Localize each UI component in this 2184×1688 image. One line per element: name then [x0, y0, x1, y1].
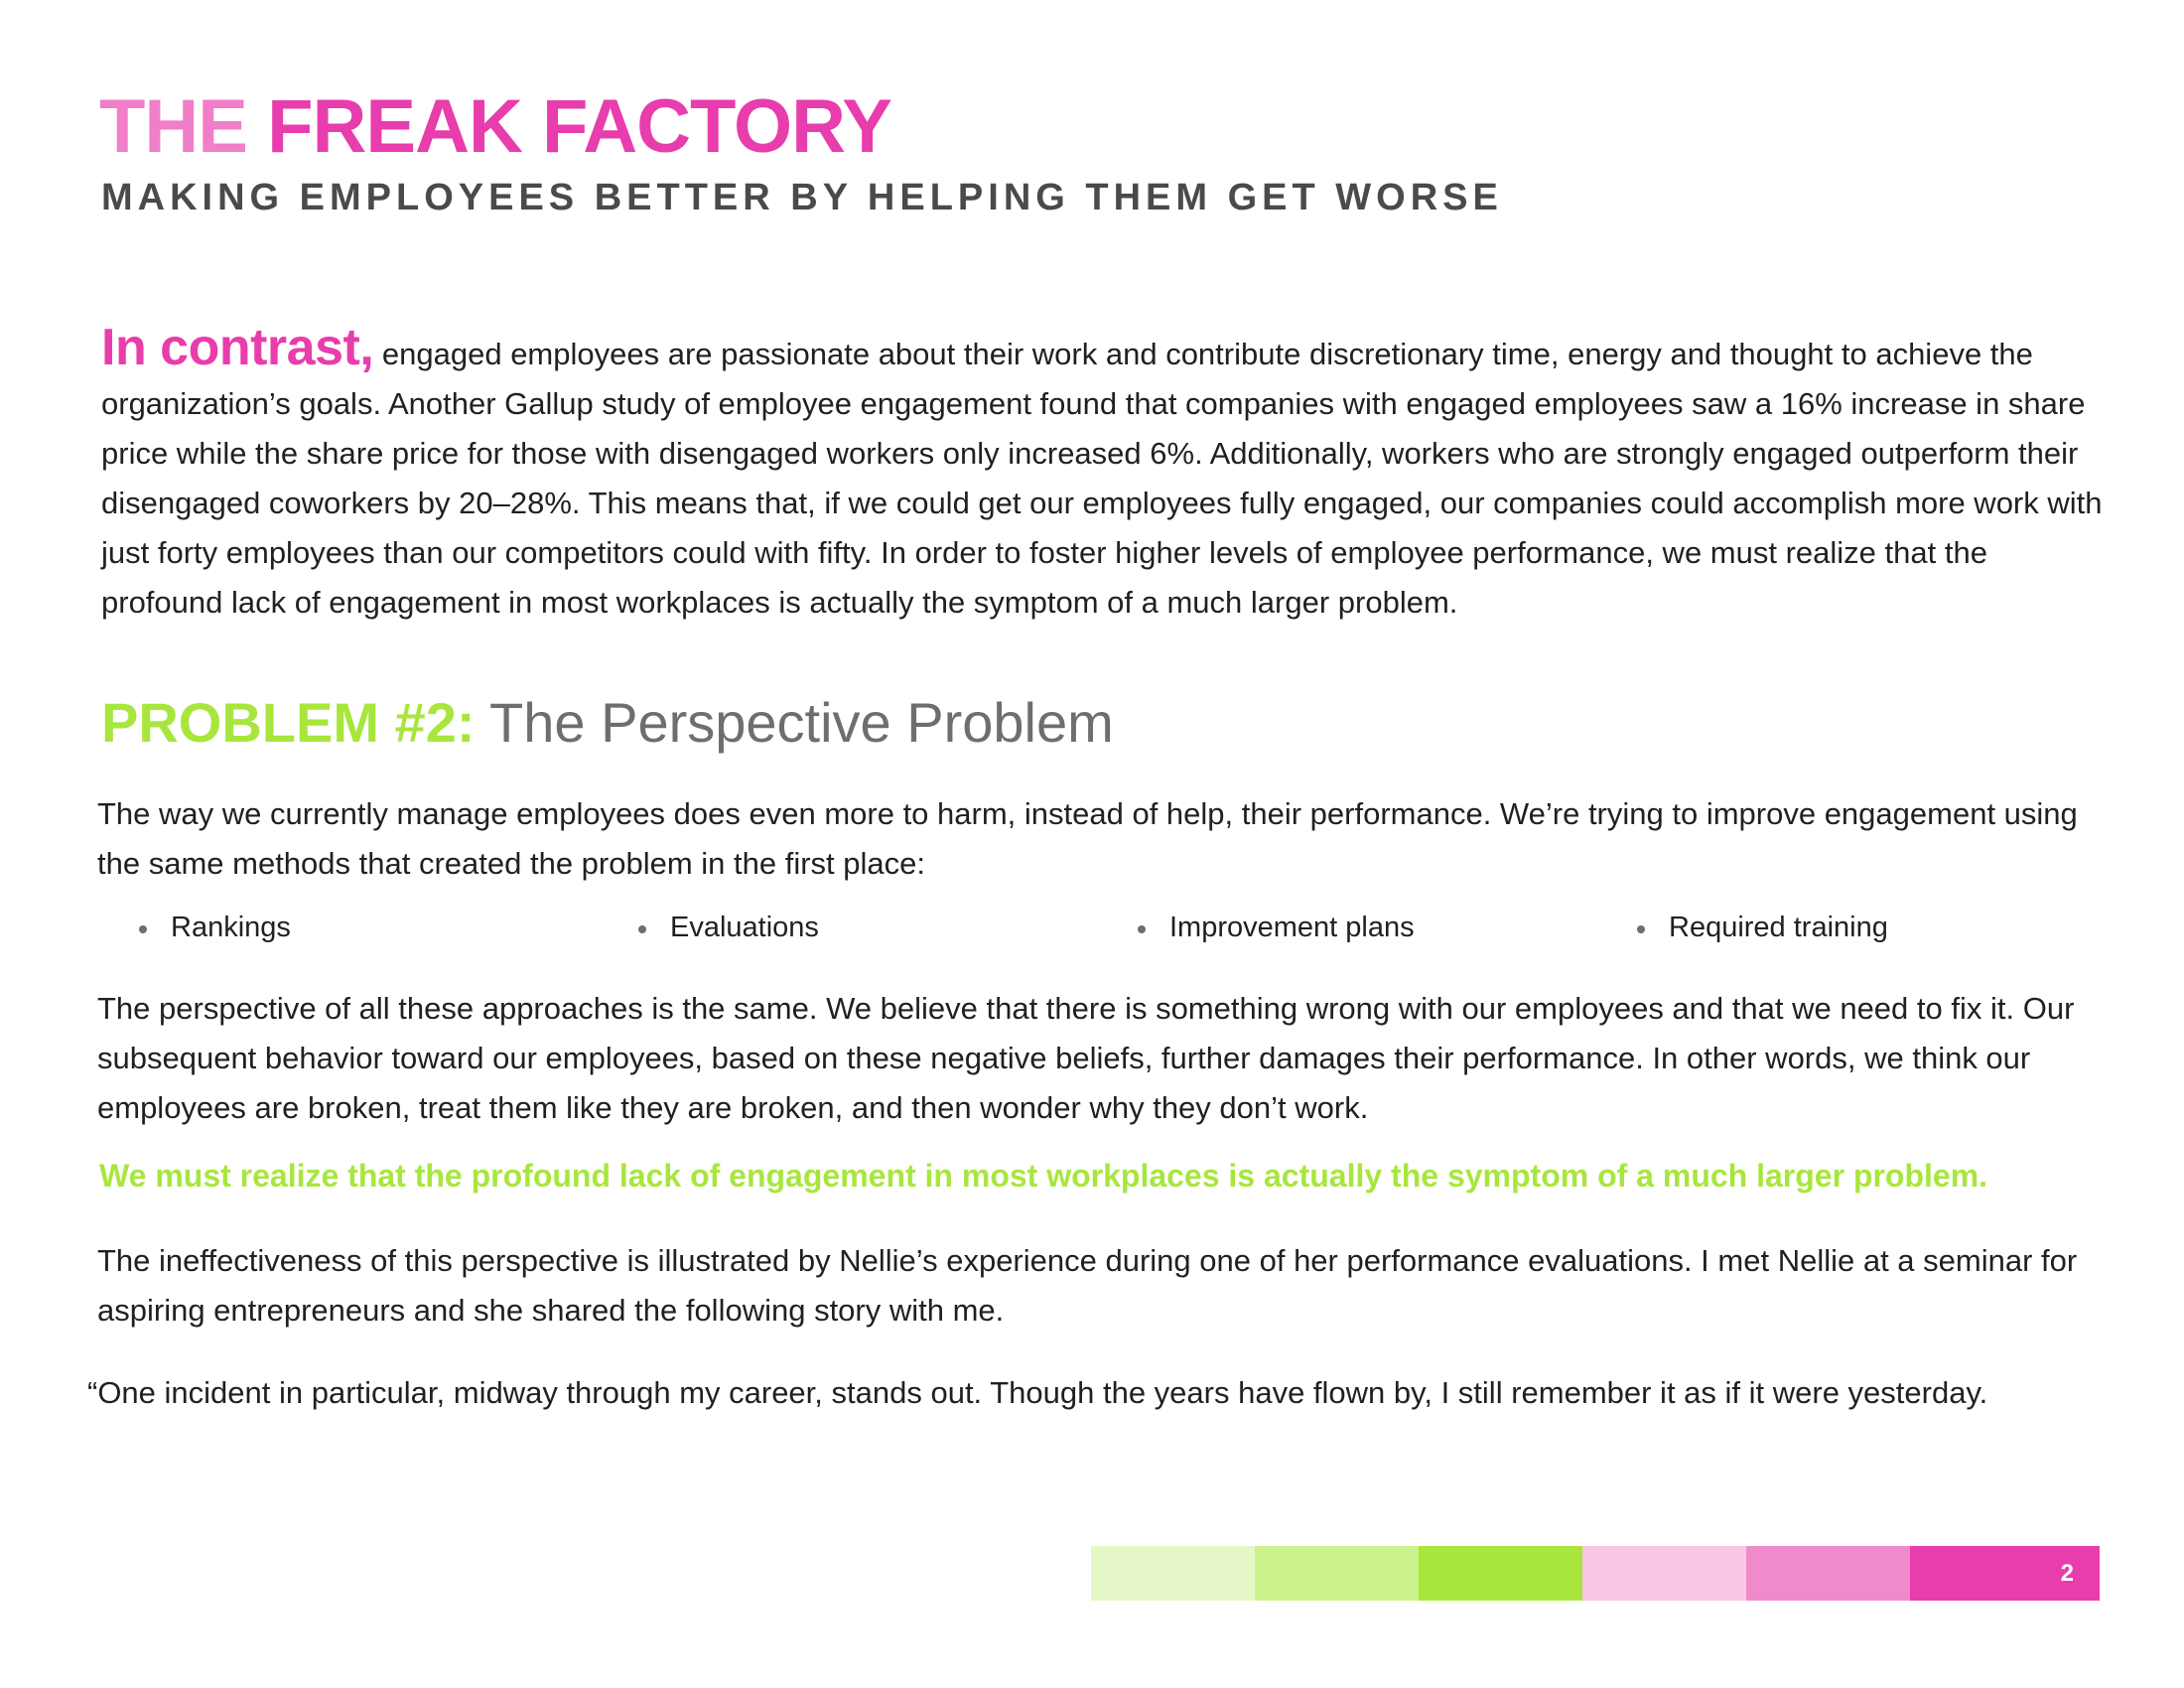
- paragraph-perspective: The perspective of all these approaches is the same. We believe that there is something wrong with our employees and that we need to fix it. Our subsequent behavior toward our employees, based on these negative beliefs, further damages their performance. In other words, we think our employees are broken, treat them like they are broken, and then wonder why they don’t work.: [97, 991, 2075, 1125]
- document-subtitle: MAKING EMPLOYEES BETTER BY HELPING THEM GET WORSE: [101, 177, 1503, 218]
- document-title: [99, 84, 891, 169]
- footer-color-bar: [1091, 1546, 2100, 1601]
- paragraph-quote: “One incident in particular, midway through my career, stands out. Though the years have flown by, I still remember it as if it were yesterday.: [87, 1375, 1988, 1410]
- paragraph-methods: The way we currently manage employees does even more to harm, instead of help, their performance. We’re trying to improve engagement using the same methods that created the problem in the first place:: [97, 796, 2078, 881]
- color-swatch: [1419, 1546, 1582, 1601]
- intro-paragraph: [101, 319, 2107, 628]
- intro-body: engaged employees are passionate about their work and contribute discretionary time, energy and thought to achieve the organization’s goals. Another Gallup study of employee engagement found that companies with engaged employees saw a 16% increase in share price while the share price for those with disengaged workers only increased 6%. Additionally, workers who are strongly engaged outperform their disengaged coworkers by 20–28%. This means that, if we could get our employees fully engaged, our companies could accomplish more work with just forty employees than our competitors could with fifty. In order to foster higher levels of employee performance, we must realize that the profound lack of engagement in most workplaces is actually the symptom of a much larger problem.: [101, 337, 2103, 620]
- pull-quote: We must realize that the profound lack of engagement in most workplaces is actually the symptom of a much larger problem.: [99, 1158, 1988, 1194]
- color-swatch: [1746, 1546, 1910, 1601]
- color-swatch: [1091, 1546, 1255, 1601]
- color-swatch: [1255, 1546, 1419, 1601]
- paragraph-nellie: The ineffectiveness of this perspective is illustrated by Nellie’s experience during one of her performance evaluations. I met Nellie at a seminar for aspiring entrepreneurs and she shared the following story with me.: [97, 1243, 2078, 1328]
- color-swatch: [1582, 1546, 1746, 1601]
- list-item: Rankings: [139, 912, 291, 944]
- section-heading-name: The Perspective Problem: [489, 691, 1114, 754]
- section-heading: [101, 691, 1114, 754]
- list-item: Improvement plans: [1138, 912, 1415, 944]
- intro-lead: In contrast,: [101, 319, 374, 376]
- title-word-freak-factory: FREAK FACTORY: [267, 84, 891, 169]
- title-word-the: THE: [99, 84, 247, 169]
- section-heading-label: PROBLEM #2:: [101, 691, 476, 754]
- page-number-block: [1910, 1546, 2100, 1601]
- list-item: Evaluations: [638, 912, 819, 944]
- page-number: 2: [2060, 1559, 2074, 1587]
- list-item: Required training: [1637, 912, 1888, 944]
